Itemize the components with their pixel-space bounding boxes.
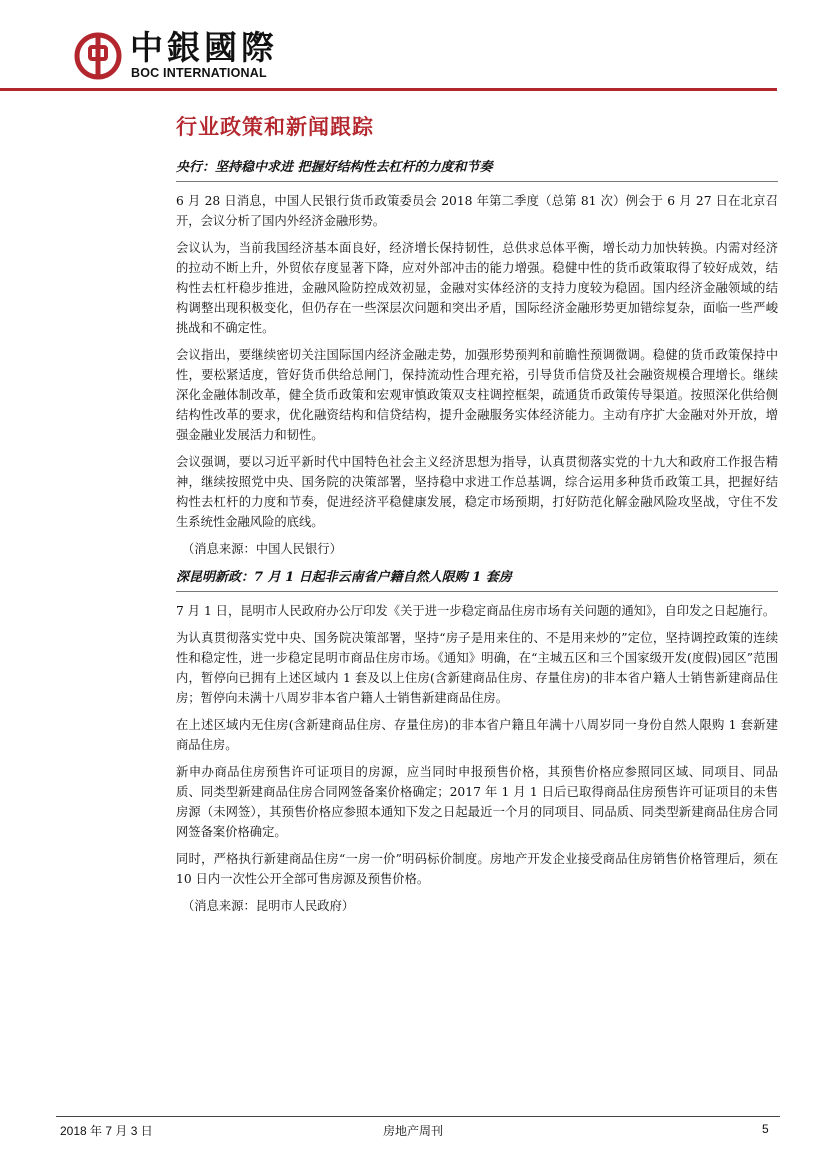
news-paragraph: 会议认为，当前我国经济基本面良好，经济增长保持韧性，总供求总体平衡，增长动力加快转换。内需对经济的拉动不断上升，外贸依存度显著下降，应对外部冲击的能力增强。稳健中性的货币政策取得了较好成效，结构性去杠杆稳步推进，金融风险防控成效初显，金融对实体经济的支持力度较为稳固。国内经济金融领域的结构调整出现积极变化，但仍存在一些深层次问题和突出矛盾，国际经济金融形势更加错综复杂，面临一些严峻挑战和不确定性。 xyxy=(176,241,778,335)
footer-divider xyxy=(56,1116,780,1117)
brand-name-chinese: 中銀國際 xyxy=(130,28,278,67)
news-paragraph: 会议强调，要以习近平新时代中国特色社会主义经济思想为指导，认真贯彻落实党的十九大和政府工作报告精神，继续按照党中央、国务院的决策部署，坚持稳中求进工作总基调，综合运用多种货币政策工具，把握好结构性去杠杆的力度和节奏，促进经济平稳健康发展，稳定市场预期，打好防范化解金融风险攻坚战，守住不发生系统性金融风险的底线。 xyxy=(176,455,778,529)
news-paragraph: 为认真贯彻落实党中央、国务院决策部署，坚持“房子是用来住的、不是用来炒的”定位，坚持调控政策的连续性和稳定性，进一步稳定昆明市商品住房市场。《通知》明确，在“主城五区和三个国家级开发(度假)园区”范围内，暂停向已拥有上述区域内 1 套及以上住房(含新建商品住房、存量住房)的非本省户籍人士销售新建商品住房；暂停向未满十八周岁非本省户籍人士销售新建商品住房。 xyxy=(176,631,778,705)
footer-publication: 房地产周刊 xyxy=(383,1124,444,1138)
news-title-kunming: 深昆明新政：7 月 1 日起非云南省户籍自然人限购 1 套房 xyxy=(176,566,778,592)
news-content xyxy=(176,156,778,919)
news-paragraph: 6 月 28 日消息，中国人民银行货币政策委员会 2018 年第二季度（总第 81 次）例会于 6 月 27 日在北京召开，会议分析了国内外经济金融形势。 xyxy=(176,194,778,228)
news-paragraph: 同时，严格执行新建商品住房“一房一价”明码标价制度。房地产开发企业接受商品住房销售价格管理后，须在 10 日内一次性公开全部可售房源及预售价格。 xyxy=(176,852,778,886)
brand-name-english: BOC INTERNATIONAL xyxy=(131,66,267,80)
news-paragraph: 7 月 1 日，昆明市人民政府办公厅印发《关于进一步稳定商品住房市场有关问题的通知》，自印发之日起施行。 xyxy=(176,604,776,618)
news-paragraph: 在上述区域内无住房(含新建商品住房、存量住房)的非本省户籍且年满十八周岁同一身份自然人限购 1 套新建商品住房。 xyxy=(176,718,778,752)
news-paragraph: 新申办商品住房预售许可证项目的房源，应当同时申报预售价格，其预售价格应参照同区域、同项目、同品质、同类型新建商品住房合同网签备案价格确定；2017 年 1 月 1 日后已取得商品住房预售许可证项目的未售房源（未网签），其预售价格应参照本通知下发之日起最近一个月的同项目、同品质、同类型新建商品住房合同网签备案价格确定。 xyxy=(176,765,778,839)
page-header xyxy=(0,0,827,95)
news-title-pboc: 央行：坚持稳中求进 把握好结构性去杠杆的力度和节奏 xyxy=(176,156,778,182)
footer-date: 2018 年 7 月 3 日 xyxy=(60,1124,153,1138)
boc-logo-icon xyxy=(74,32,122,80)
news-source: （消息来源：中国人民银行） xyxy=(182,542,342,556)
news-paragraph: 会议指出，要继续密切关注国际国内经济金融走势，加强形势预判和前瞻性预调微调。稳健的货币政策保持中性，要松紧适度，管好货币供给总闸门，保持流动性合理充裕，引导货币信贷及社会融资规模合理增长。继续深化金融体制改革，健全货币政策和宏观审慎政策双支柱调控框架，疏通货币政策传导渠道。按照深化供给侧结构性改革的要求，优化融资结构和信贷结构，提升金融服务实体经济能力。主动有序扩大金融对外开放，增强金融业发展活力和韧性。 xyxy=(176,348,778,442)
section-title: 行业政策和新闻跟踪 xyxy=(176,114,374,139)
header-divider xyxy=(0,88,777,91)
page-number: 5 xyxy=(762,1122,769,1136)
news-source: （消息来源：昆明市人民政府） xyxy=(182,899,355,913)
